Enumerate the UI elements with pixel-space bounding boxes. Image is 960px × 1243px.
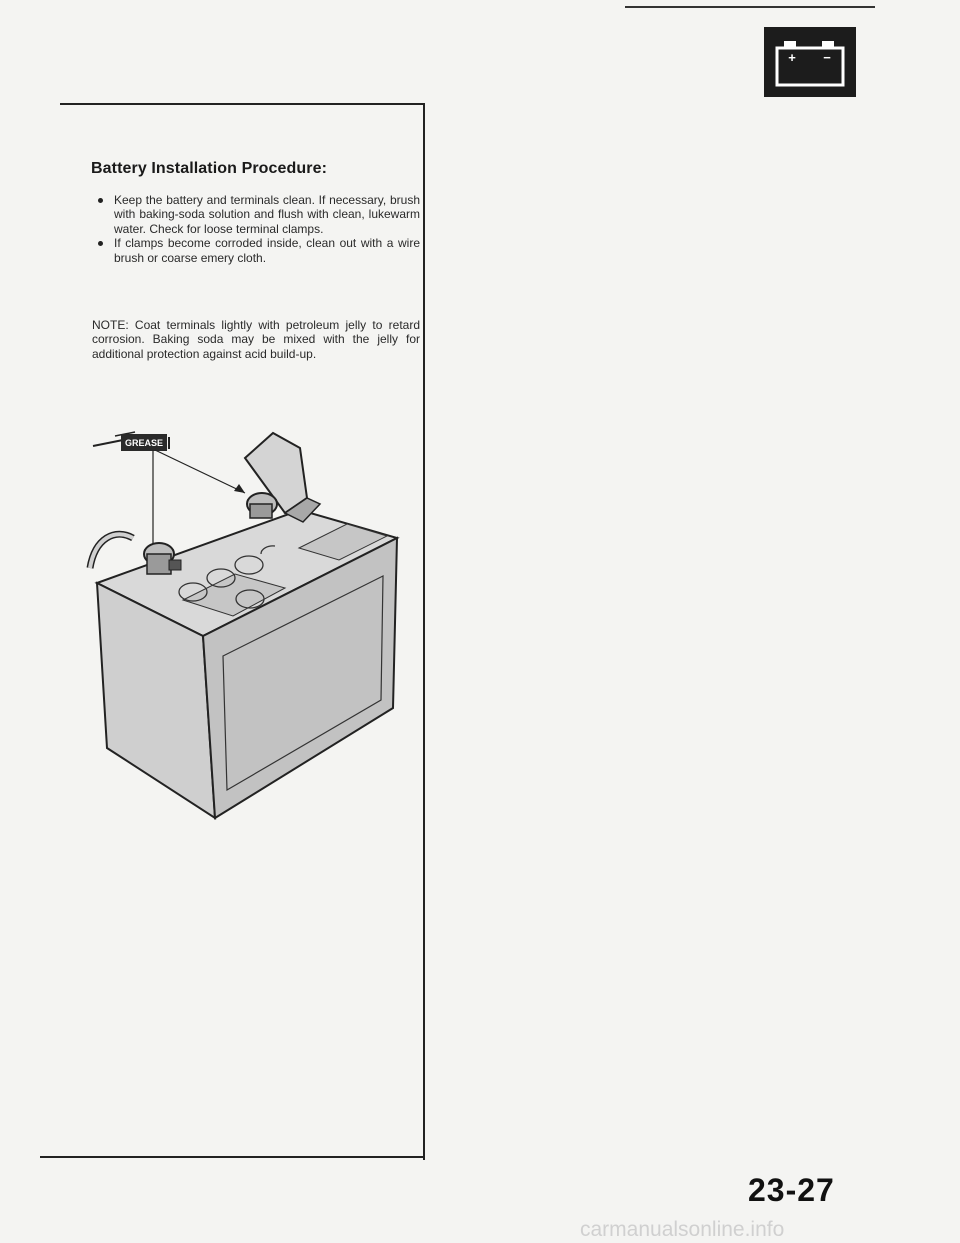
top-rule bbox=[625, 6, 875, 8]
battery-body bbox=[97, 510, 397, 818]
battery-symbol-icon bbox=[764, 27, 856, 97]
minus-sign: − bbox=[823, 50, 831, 65]
bullet-text: Keep the battery and terminals clean. If necessary, brush with baking-soda solution and flush with clean, lukewarm water. Check for loose terminal clamps. bbox=[114, 193, 420, 236]
negative-terminal bbox=[245, 433, 320, 522]
plus-sign: + bbox=[788, 50, 796, 65]
procedure-title: Battery Installation Procedure: bbox=[91, 160, 328, 177]
bullet-text: If clamps become corroded inside, clean out with a wire brush or coarse emery cloth. bbox=[114, 236, 420, 265]
procedure-bullet-list bbox=[98, 193, 420, 265]
bullet-icon bbox=[98, 241, 103, 246]
note-text: NOTE: Coat terminals lightly with petroleum jelly to retard corrosion. Baking soda may be mixed with the jelly for additional protection against acid build-up. bbox=[92, 318, 420, 361]
bullet-icon bbox=[98, 198, 103, 203]
procedure-bullet-item bbox=[98, 236, 420, 265]
bottom-rule bbox=[40, 1156, 425, 1158]
positive-terminal bbox=[90, 534, 181, 574]
grease-label: GREASE bbox=[124, 438, 164, 448]
procedure-bullet-item bbox=[98, 193, 420, 236]
page-number: 23-27 bbox=[748, 1172, 835, 1208]
battery-illustration bbox=[85, 418, 415, 823]
watermark-link[interactable]: carmanualsonline.info bbox=[580, 1218, 785, 1241]
